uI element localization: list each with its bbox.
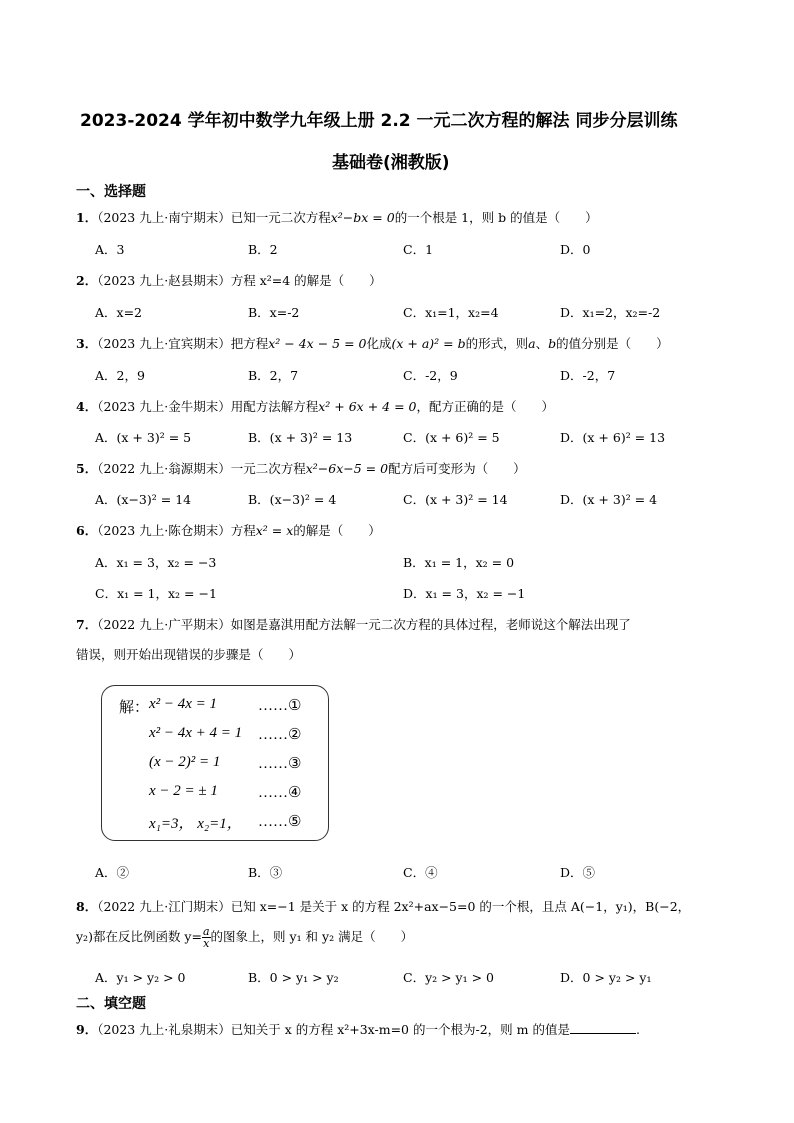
- solution-step-2: x² − 4x + 4 = 1: [149, 725, 243, 741]
- q4-source: （2023 九上·金牛期末）: [97, 399, 231, 414]
- q1-number: 1．: [76, 210, 98, 225]
- q4-option-a[interactable]: A．(x + 3)² = 5: [95, 430, 192, 445]
- q3-stem-b: 化成: [366, 336, 392, 351]
- solution-step-4: x − 2 = ± 1: [149, 783, 218, 799]
- q3-option-b[interactable]: B．2，7: [248, 368, 299, 383]
- q8-stem-a: 已知 x=−1 是关于 x 的方程 2x²+ax−5=0 的一个根，且点 A(−1，y₁)，B(−2，: [230, 899, 691, 914]
- q4-equation: x² + 6x + 4 = 0: [318, 399, 417, 414]
- q7-option-b[interactable]: B．③: [248, 865, 283, 880]
- q9-answer-blank[interactable]: [570, 1021, 636, 1034]
- q3-source: （2023 九上·宜宾期末）: [97, 336, 231, 351]
- q6-option-a[interactable]: A．x₁ = 3，x₂ = −3: [95, 555, 217, 570]
- question-3: [76, 334, 669, 352]
- q2-option-c[interactable]: C．x₁=1，x₂=4: [403, 305, 499, 320]
- q8-frac-numerator: a: [202, 925, 210, 938]
- q2-number: 2．: [76, 273, 98, 288]
- q1-option-d[interactable]: D．0: [560, 242, 591, 257]
- q3-equation-2: (x + a)² = b: [391, 336, 466, 351]
- q3-option-d[interactable]: D．-2，7: [560, 368, 616, 383]
- page-title-line1: 2023-2024 学年初中数学九年级上册 2.2 一元二次方程的解法 同步分层训练: [80, 111, 678, 131]
- question-8-line2: [76, 926, 413, 949]
- q3-stem-a: 把方程: [230, 336, 269, 351]
- q7-option-a[interactable]: A．②: [95, 865, 130, 880]
- q9-source: （2023 九上·礼泉期末）: [97, 1022, 231, 1037]
- q6-stem-a: 方程: [230, 523, 256, 538]
- q9-stem-a: 已知关于 x 的方程 x²+3x-m=0 的一个根为-2，则 m 的值是: [230, 1022, 570, 1037]
- q4-option-b[interactable]: B．(x + 3)² = 13: [248, 430, 353, 445]
- q8-option-c[interactable]: C．y₂ > y₁ > 0: [403, 970, 495, 985]
- q9-stem-b: .: [635, 1022, 640, 1037]
- q1-option-b[interactable]: B．2: [248, 242, 278, 257]
- q1-stem-b: 的一个根是 1，则 b 的值是（ ）: [394, 210, 598, 225]
- q5-number: 5．: [76, 461, 98, 476]
- q3-equation-1: x² − 4x − 5 = 0: [268, 336, 367, 351]
- q5-stem-a: 一元二次方程: [230, 461, 306, 476]
- q3-stem-e: 的值分别是（ ）: [556, 336, 669, 351]
- q8-stem-c: 的图象上，则 y₁ 和 y₂ 满足（ ）: [210, 929, 414, 944]
- q6-stem-b: 的解是（ ）: [293, 523, 381, 538]
- q8-number: 8．: [76, 899, 98, 914]
- solution-mark-4: ……④: [258, 785, 302, 801]
- q3-option-c[interactable]: C．-2，9: [403, 368, 458, 383]
- q5-option-d[interactable]: D．(x + 3)² = 4: [560, 492, 658, 507]
- solution-step-5: x₁=3， x₂=1，: [149, 816, 242, 832]
- q5-option-c[interactable]: C．(x + 3)² = 14: [403, 492, 508, 507]
- q4-option-c[interactable]: C．(x + 6)² = 5: [403, 430, 500, 445]
- q1-option-a[interactable]: A．3: [95, 242, 125, 257]
- q3-stem-c: 的形式，则: [465, 336, 529, 351]
- q7-source: （2022 九上·广平期末）: [97, 617, 231, 632]
- section-fill: 二、填空题: [76, 996, 146, 1012]
- q3-stem-d: 、: [535, 336, 549, 351]
- q6-option-c[interactable]: C．x₁ = 1，x₂ = −1: [95, 586, 217, 601]
- q2-option-b[interactable]: B．x=-2: [248, 305, 300, 320]
- q5-option-a[interactable]: A．(x−3)² = 14: [95, 492, 192, 507]
- q8-source: （2022 九上·江门期末）: [97, 899, 231, 914]
- question-4: [76, 397, 554, 415]
- q1-stem-a: 已知一元二次方程: [230, 210, 331, 225]
- q6-option-b[interactable]: B．x₁ = 1，x₂ = 0: [403, 555, 515, 570]
- question-5: [76, 459, 526, 477]
- q2-stem: 方程 x²=4 的解是（ ）: [230, 273, 382, 288]
- solution-mark-1: ……①: [258, 698, 302, 714]
- q8-stem-b: y₂)都在反比例函数 y=: [76, 929, 202, 944]
- question-8-line1: [76, 897, 690, 915]
- q7-number: 7．: [76, 617, 98, 632]
- q6-equation: x² = x: [255, 523, 294, 538]
- q6-number: 6．: [76, 523, 98, 538]
- question-7-line2: 错误，则开始出现错误的步骤是（ ）: [76, 647, 302, 662]
- q6-source: （2023 九上·陈仓期末）: [97, 523, 231, 538]
- q2-source: （2023 九上·赵县期末）: [97, 273, 231, 288]
- q7-stem-line1: 如图是嘉淇用配方法解一元二次方程的具体过程，老师说这个解法出现了: [230, 617, 631, 632]
- q8-frac-denominator: x: [203, 937, 210, 950]
- q6-option-d[interactable]: D．x₁ = 3，x₂ = −1: [403, 586, 526, 601]
- q3-option-a[interactable]: A．2，9: [95, 368, 145, 383]
- q1-source: （2023 九上·南宁期末）: [97, 210, 231, 225]
- q8-option-a[interactable]: A．y₁ > y₂ > 0: [95, 970, 186, 985]
- q5-option-b[interactable]: B．(x−3)² = 4: [248, 492, 337, 507]
- section-choice: 一、选择题: [76, 184, 146, 200]
- solution-mark-3: ……③: [258, 756, 302, 772]
- question-2: [76, 271, 382, 289]
- solution-label: 解：: [119, 700, 150, 716]
- question-6: [76, 521, 381, 539]
- q3-var-b: b: [548, 336, 557, 351]
- question-7-line1: [76, 615, 631, 633]
- q1-option-c[interactable]: C．1: [403, 242, 434, 257]
- q9-number: 9．: [76, 1022, 98, 1037]
- solution-step-3: (x − 2)² = 1: [149, 754, 221, 770]
- q2-option-a[interactable]: A．x=2: [95, 305, 143, 320]
- q5-equation: x²−6x−5 = 0: [305, 461, 389, 476]
- page-title-line2: 基础卷(湘教版): [332, 153, 450, 173]
- q3-var-a: a: [528, 336, 536, 351]
- solution-mark-2: ……②: [258, 727, 302, 743]
- q2-option-d[interactable]: D．x₁=2，x₂=-2: [560, 305, 661, 320]
- question-9: [76, 1020, 640, 1038]
- q4-stem-b: ，配方正确的是（ ）: [416, 399, 554, 414]
- q5-stem-b: 配方后可变形为（ ）: [388, 461, 526, 476]
- q7-option-c[interactable]: C．④: [403, 865, 438, 880]
- solution-mark-5: ……⑤: [258, 814, 302, 830]
- q8-option-d[interactable]: D．0 > y₂ > y₁: [560, 970, 652, 985]
- q4-number: 4．: [76, 399, 98, 414]
- q5-source: （2022 九上·翁源期末）: [97, 461, 231, 476]
- q4-stem-a: 用配方法解方程: [230, 399, 319, 414]
- q1-equation: x²−bx = 0: [330, 210, 395, 225]
- solution-step-1: x² − 4x = 1: [149, 696, 218, 712]
- question-1: [76, 208, 598, 226]
- q3-number: 3．: [76, 336, 98, 351]
- q8-option-b[interactable]: B．0 > y₁ > y₂: [248, 970, 339, 985]
- q8-fraction: [202, 926, 211, 949]
- q7-option-d[interactable]: D．⑤: [560, 865, 596, 880]
- q4-option-d[interactable]: D．(x + 6)² = 13: [560, 430, 666, 445]
